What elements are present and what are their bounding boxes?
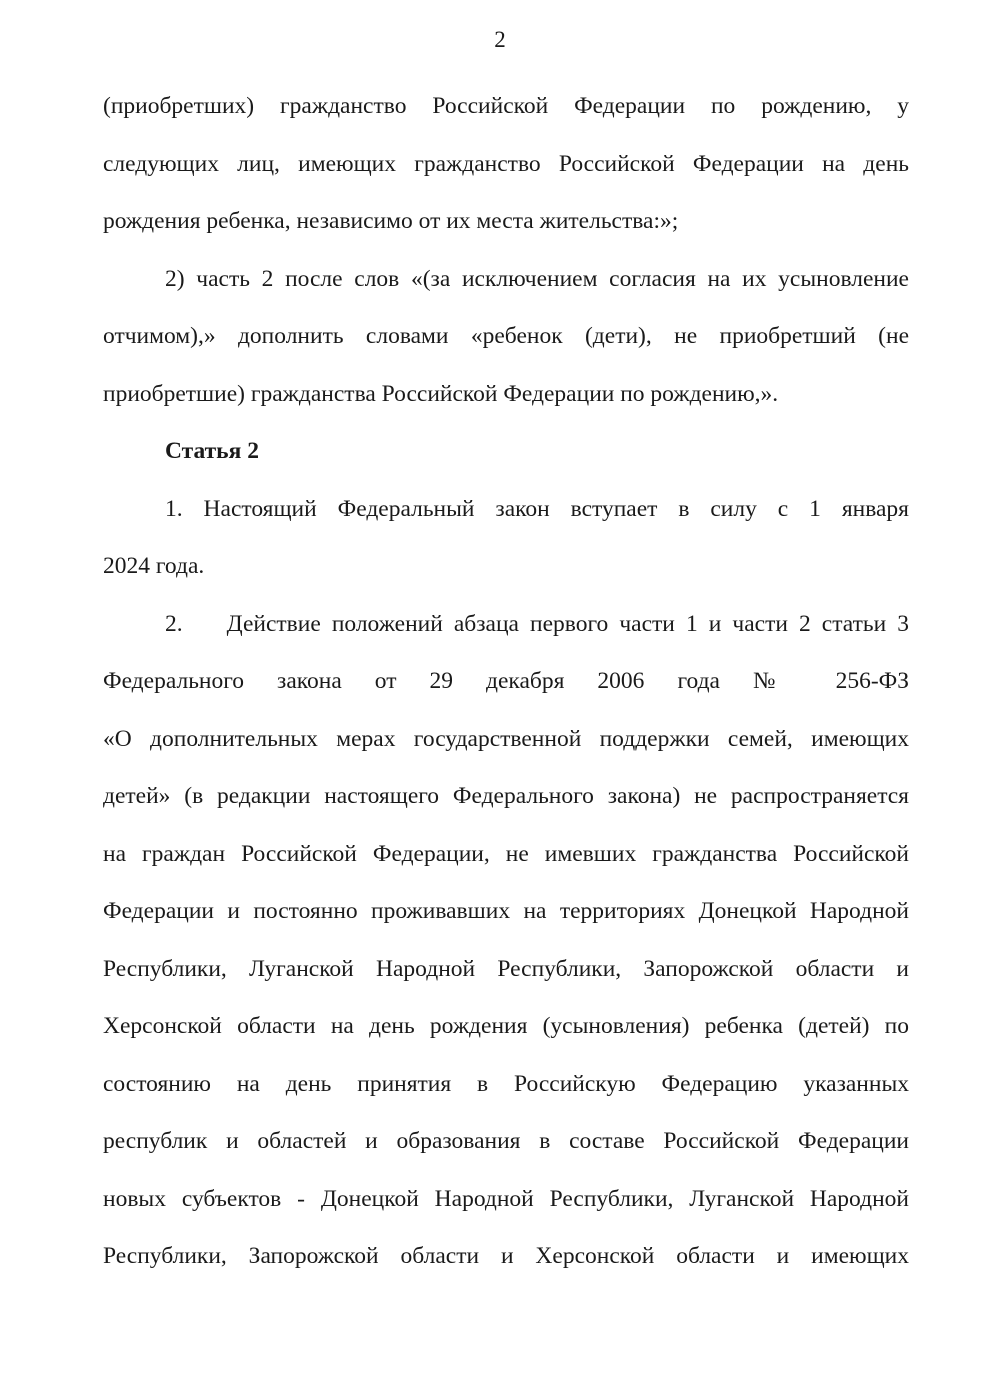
text-line: Федерации и постоянно проживавших на территориях Донецкой Народной (103, 898, 909, 924)
page-number: 2 (494, 27, 506, 52)
text-line: республик и областей и образования в составе Российской Федерации (103, 1128, 909, 1154)
text-line: детей» (в редакции настоящего Федерального закона) не распространяется (103, 783, 909, 809)
text-line: на граждан Российской Федерации, не имевших гражданства Российской (103, 840, 909, 867)
text-line: Федерального закона от 29 декабря 2006 года № 256-ФЗ (103, 668, 909, 694)
text-line: приобретшие) гражданства Российской Федерации по рождению,». (103, 380, 779, 407)
text-line: следующих лиц, имеющих гражданство Российской Федерации на день (103, 150, 909, 177)
item-number: 2. (165, 610, 183, 637)
text-line: Республики, Луганской Народной Республики, Запорожской области и (103, 955, 909, 982)
text-line: отчимом),» дополнить словами «ребенок (дети), не приобретший (не (103, 323, 909, 349)
text-line: «О дополнительных мерах государственной поддержки семей, имеющих (103, 725, 909, 752)
text-line: новых субъектов - Донецкой Народной Республики, Луганской Народной (103, 1185, 909, 1212)
text-line: Республики, Запорожской области и Херсонской области и имеющих (103, 1243, 909, 1269)
article-heading: Статья 2 (165, 438, 259, 464)
text-line: (приобретших) гражданство Российской Федерации по рождению, у (103, 93, 909, 119)
text-line: 2024 года. (103, 553, 205, 579)
text-line: 2) часть 2 после слов «(за исключением согласия на их усыновление (165, 265, 909, 292)
text-line: 1. Настоящий Федеральный закон вступает в силу с 1 января (165, 495, 909, 522)
text-line: состоянию на день принятия в Российскую Федерацию указанных (103, 1070, 909, 1097)
item-2-first-line (103, 604, 909, 662)
text-line: Херсонской области на день рождения (усыновления) ребенка (детей) по (103, 1013, 909, 1039)
text-line: рождения ребенка, независимо от их места жительства:»; (103, 208, 679, 234)
item-text: Действие положений абзаца первого части 1 и части 2 статьи 3 (226, 610, 909, 637)
document-body (103, 86, 909, 1294)
